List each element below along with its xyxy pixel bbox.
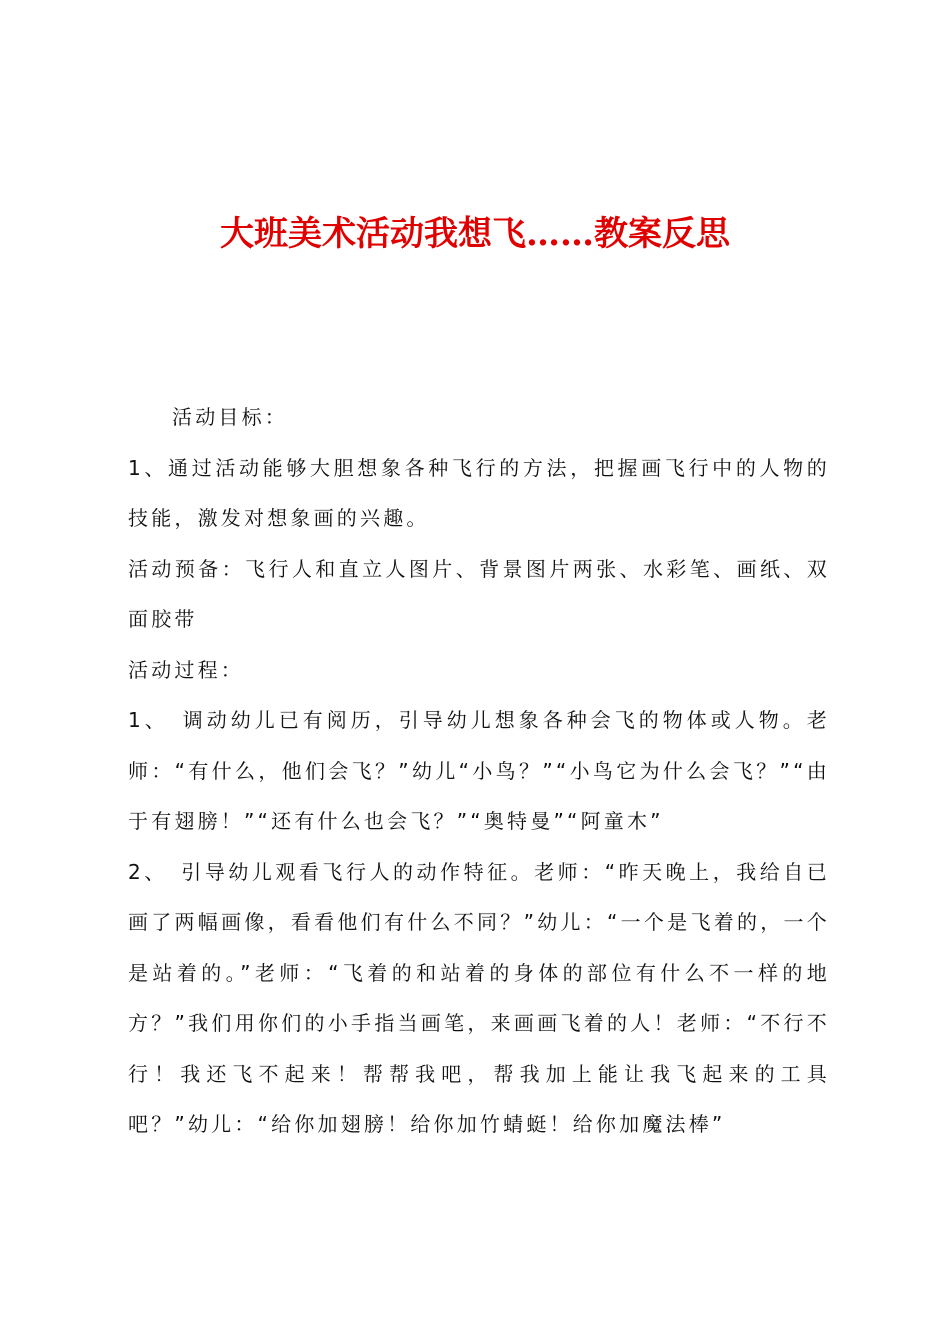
preparation-paragraph: 活动预备：飞行人和直立人图片、背景图片两张、水彩笔、画纸、双面胶带 xyxy=(128,556,830,631)
document-title: 大班美术活动我想飞……教案反思 xyxy=(220,214,730,254)
section-heading-process: 活动过程： xyxy=(128,657,244,682)
document-body xyxy=(128,392,830,1150)
process-step-1: 1、 调动幼儿已有阅历，引导幼儿想象各种会飞的物体或人物。老师：“有什么，他们会飞？”幼儿“小鸟？”“小鸟它为什么会飞？”“由于有翅膀！”“还有什么也会飞？”“奥特曼”“阿童木” xyxy=(128,708,830,833)
section-heading-goals: 活动目标： xyxy=(172,405,288,429)
goal-paragraph: 1、通过活动能够大胆想象各种飞行的方法，把握画飞行中的人物的技能，激发对想象画的兴趣。 xyxy=(128,455,830,530)
process-step-2: 2、 引导幼儿观看飞行人的动作特征。老师：“昨天晚上，我给自已画了两幅画像，看看他们有什么不同？”幼儿：“一个是飞着的，一个是站着的。”老师：“飞着的和站着的身体的部位有什么不一样的地方？”我们用你们的小手指当画笔，来画画飞着的人！老师：“不行不行！我还飞不起来！帮帮我吧，帮我加上能让我飞起来的工具吧？”幼儿：“给你加翅膀！给你加竹蜻蜓！给你加魔法棒” xyxy=(128,859,830,1136)
